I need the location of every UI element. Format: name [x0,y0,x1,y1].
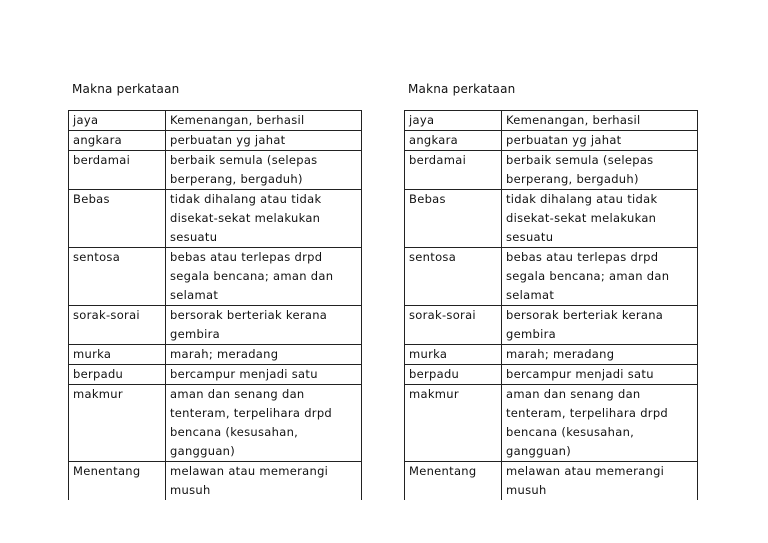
meaning-cell: bersorak berteriak kerana gembira [166,306,362,345]
word-cell: angkara [405,131,502,151]
table-row [69,306,362,345]
word-cell: murka [405,345,502,365]
meaning-cell: berbaik semula (selepas berperang, bergaduh) [166,151,362,190]
table-row [69,111,362,131]
right-panel-title: Makna perkataan [408,82,516,96]
table-row [69,248,362,306]
table-row [69,131,362,151]
word-cell: jaya [405,111,502,131]
word-cell: sorak-sorai [405,306,502,345]
meaning-cell: melawan atau memerangi musuh [166,462,362,501]
table-row [69,365,362,385]
meaning-cell: Kemenangan, berhasil [502,111,698,131]
word-cell: berdamai [405,151,502,190]
word-cell: sentosa [405,248,502,306]
table-row [405,248,698,306]
meaning-cell: Kemenangan, berhasil [166,111,362,131]
word-cell: makmur [69,385,166,462]
table-row [69,462,362,501]
meaning-cell: bercampur menjadi satu [502,365,698,385]
table-row [405,131,698,151]
meaning-cell: marah; meradang [502,345,698,365]
table-row [69,345,362,365]
table-row [405,365,698,385]
word-cell: Menentang [405,462,502,501]
table-row [405,111,698,131]
word-cell: Menentang [69,462,166,501]
meaning-cell: bercampur menjadi satu [166,365,362,385]
meaning-cell: bebas atau terlepas drpd segala bencana; aman dan selamat [166,248,362,306]
word-cell: murka [69,345,166,365]
meaning-cell: perbuatan yg jahat [166,131,362,151]
table-row [69,151,362,190]
meaning-cell: bebas atau terlepas drpd segala bencana; aman dan selamat [502,248,698,306]
word-cell: makmur [405,385,502,462]
word-cell: berdamai [69,151,166,190]
meaning-cell: perbuatan yg jahat [502,131,698,151]
word-cell: sentosa [69,248,166,306]
table-row [69,190,362,248]
word-cell: berpadu [69,365,166,385]
word-cell: jaya [69,111,166,131]
word-cell: sorak-sorai [69,306,166,345]
word-cell: Bebas [405,190,502,248]
meaning-cell: bersorak berteriak kerana gembira [502,306,698,345]
table-row [405,345,698,365]
table-row [69,385,362,462]
table-row [405,151,698,190]
table-row [405,190,698,248]
left-vocab-table [68,110,362,500]
right-vocab-table [404,110,698,500]
meaning-cell: tidak dihalang atau tidak disekat-sekat melakukan sesuatu [502,190,698,248]
word-cell: berpadu [405,365,502,385]
meaning-cell: berbaik semula (selepas berperang, bergaduh) [502,151,698,190]
table-row [405,462,698,501]
meaning-cell: tidak dihalang atau tidak disekat-sekat melakukan sesuatu [166,190,362,248]
meaning-cell: aman dan senang dan tenteram, terpelihara drpd bencana (kesusahan, gangguan) [502,385,698,462]
meaning-cell: melawan atau memerangi musuh [502,462,698,501]
table-row [405,385,698,462]
meaning-cell: aman dan senang dan tenteram, terpelihara drpd bencana (kesusahan, gangguan) [166,385,362,462]
word-cell: Bebas [69,190,166,248]
left-panel-title: Makna perkataan [72,82,180,96]
word-cell: angkara [69,131,166,151]
table-row [405,306,698,345]
meaning-cell: marah; meradang [166,345,362,365]
